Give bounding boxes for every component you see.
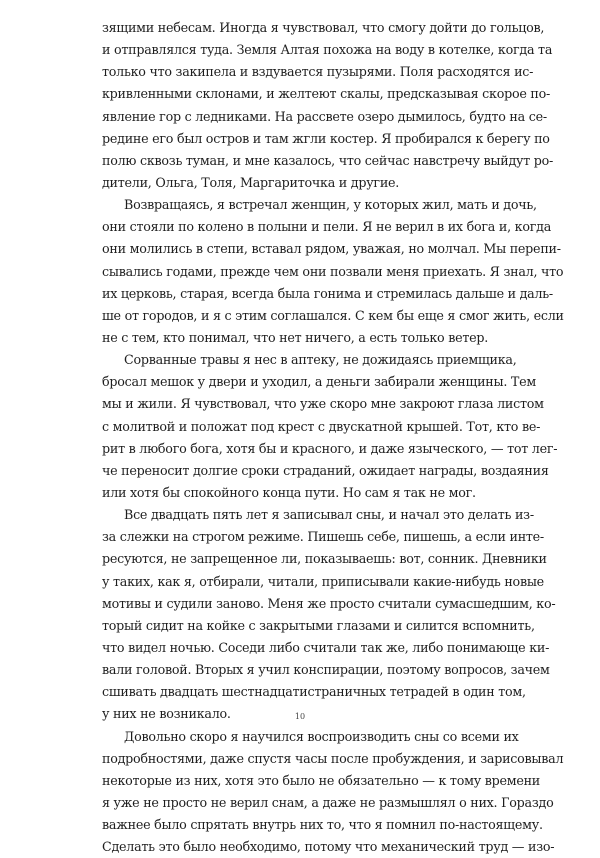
text-line: дители, Ольга, Толя, Маргариточка и другие.	[102, 174, 400, 190]
text-line: кривленными склонами, и желтеют скалы, предсказывая скорое по-	[102, 86, 551, 102]
text-line: или хотя бы спокойного конца пути. Но сам я так не мог.	[102, 484, 476, 500]
text-line: редине его был остров и там жгли костер. Я пробирался к берегу по	[102, 130, 550, 146]
text-line: Возвращаясь, я встречал женщин, у которых жил, мать и дочь,	[124, 197, 537, 213]
text-line: Все двадцать пять лет я записывал сны, и начал это делать из-	[124, 507, 534, 523]
text-line: у таких, как я, отбирали, читали, приписывали какие-нибудь новые	[102, 573, 544, 589]
text-line: зящими небесам. Иногда я чувствовал, что смогу дойти до гольцов,	[102, 20, 545, 35]
text-line: и отправлялся туда. Земля Алтая похожа на воду в котелке, когда та	[102, 42, 553, 58]
text-line: они молились в степи, вставал рядом, уважая, но молчал. Мы перепи-	[102, 241, 561, 257]
text-line: они стояли по колено в полыни и пели. Я не верил в их бога и, когда	[102, 219, 552, 235]
text-line: подробностями, даже спустя часы после пробуждения, и зарисовывал	[102, 750, 564, 766]
text-line: за слежки на строгом режиме. Пишешь себе, пишешь, а если инте-	[102, 529, 544, 545]
text-line: ресуются, не запрещенное ли, показываешь: вот, сонник. Дневники	[102, 551, 547, 567]
text-line: че переносит долгие сроки страданий, ожидает награды, воздаяния	[102, 462, 549, 478]
text-line: у них не возникало.	[102, 706, 231, 722]
body-text	[102, 17, 564, 858]
text-line: явление гор с ледниками. На рассвете озеро дымилось, будто на се-	[102, 108, 547, 124]
text-line: не с тем, кто понимал, что нет ничего, а есть только ветер.	[102, 329, 489, 345]
text-line: ше от городов, и я с этим соглашался. С кем бы еще я смог жить, если	[102, 307, 564, 323]
text-line: полю сквозь туман, и мне казалось, что сейчас навстречу выйдут ро-	[102, 152, 554, 168]
text-line: сшивать двадцать шестнадцатистраничных тетрадей в один том,	[102, 684, 526, 700]
text-line: бросал мешок у двери и уходил, а деньги забирали женщины. Тем	[102, 374, 536, 390]
text-line: я уже не просто не верил снам, а даже не размышлял о них. Гораздо	[102, 794, 554, 810]
text-line: с молитвой и положат под крест с двускатной крышей. Тот, кто ве-	[102, 418, 541, 434]
text-line: торый сидит на койке с закрытыми глазами и силится вспомнить,	[102, 617, 535, 633]
text-line: важнее было спрятать внутрь них то, что я помнил по-настоящему.	[102, 817, 543, 833]
text-line: мотивы и судили заново. Меня же просто считали сумасшедшим, ко-	[102, 595, 556, 611]
text-line: мы и жили. Я чувствовал, что уже скоро мне закроют глаза листом	[102, 396, 544, 412]
text-line: сывались годами, прежде чем они позвали меня приехать. Я знал, что	[102, 263, 564, 279]
text-line: рит в любого бога, хотя бы и красного, и даже языческого, — тот лег-	[102, 440, 558, 456]
page-number: 10	[294, 712, 306, 721]
text-line: Сорванные травы я нес в аптеку, не дожидаясь приемщика,	[124, 352, 517, 368]
text-line: их церковь, старая, всегда была гонима и стремилась дальше и даль-	[102, 285, 553, 301]
text-line: Довольно скоро я научился воспроизводить сны со всеми их	[124, 728, 519, 744]
text-line: вали головой. Вторых я учил конспирации, поэтому вопросов, зачем	[102, 662, 550, 678]
text-line: что видел ночью. Соседи либо считали так же, либо понимающе ки-	[102, 639, 550, 655]
text-line: Сделать это было необходимо, потому что механический труд — изо-	[102, 839, 555, 855]
text-line: некоторые из них, хотя это было не обязательно — к тому времени	[102, 772, 541, 788]
text-line: только что закипела и вздувается пузырями. Поля расходятся ис-	[102, 64, 534, 80]
